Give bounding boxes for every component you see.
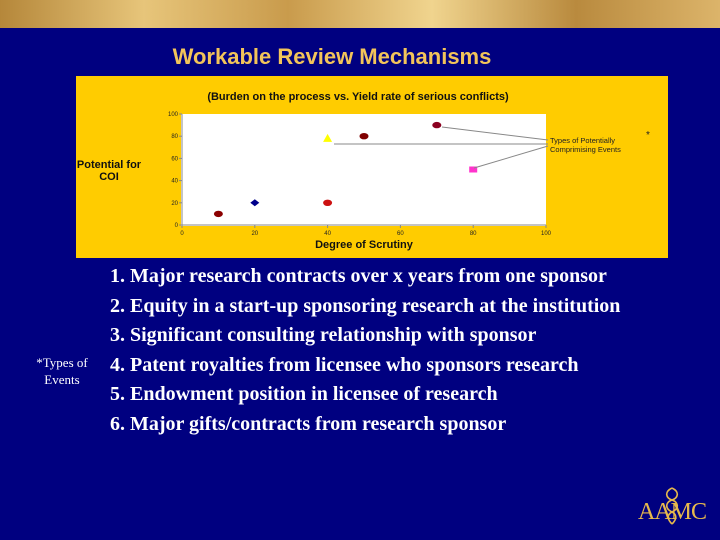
annotation-label-line-1: Types of Potentially — [550, 136, 616, 145]
types-of-events-note: *Types of Events — [36, 355, 88, 387]
slide-title: Workable Review Mechanisms — [172, 44, 492, 69]
annotation-label-line-2: Comprimising Events — [550, 145, 621, 154]
x-tick-label: 0 — [180, 231, 184, 237]
x-tick-label: 60 — [397, 231, 404, 237]
list-item: 1. Major research contracts over x years from one sponsor — [110, 265, 607, 287]
y-tick-label: 100 — [167, 112, 178, 118]
event-list — [110, 262, 670, 439]
chart-title: (Burden on the process vs. Yield rate of serious conflicts) — [207, 91, 509, 103]
y-tick-label: 60 — [171, 156, 178, 163]
y-tick-label: 0 — [174, 223, 178, 229]
list-item: 6. Major gifts/contracts from research sponsor — [110, 412, 507, 435]
y-axis-label-line-1: Potential for — [76, 159, 142, 171]
plot-area — [181, 114, 546, 226]
x-tick-label: 40 — [324, 231, 331, 237]
list-item: 2. Equity in a start-up sponsoring research at the institution — [110, 294, 621, 317]
y-tick-label: 20 — [171, 200, 178, 207]
y-tick-label: 80 — [171, 134, 178, 141]
chart-panel — [76, 76, 668, 258]
aamc-logo — [636, 486, 708, 526]
list-item: 4. Patent royalties from licensee who sponsors research — [110, 353, 579, 376]
scatter-chart — [76, 76, 668, 258]
top-gold-border — [0, 0, 720, 28]
x-tick-label: 20 — [251, 231, 259, 237]
data-point-circle — [432, 122, 441, 128]
x-tick-label: 100 — [540, 231, 552, 237]
list-item: 3. Significant consulting relationship with sponsor — [110, 324, 537, 346]
y-tick-label: 40 — [171, 178, 178, 185]
data-point-circle — [214, 211, 223, 217]
y-axis-label-line-2: COI — [99, 171, 119, 183]
data-point-circle — [360, 133, 369, 139]
x-tick-label: 80 — [469, 231, 477, 237]
logo-text: AAMC — [637, 499, 706, 525]
list-item: 5. Endowment position in licensee of research — [110, 383, 498, 405]
data-point-circle — [323, 200, 332, 206]
annotation-star: * — [646, 130, 650, 141]
x-axis-label: Degree of Scrutiny — [315, 239, 413, 251]
